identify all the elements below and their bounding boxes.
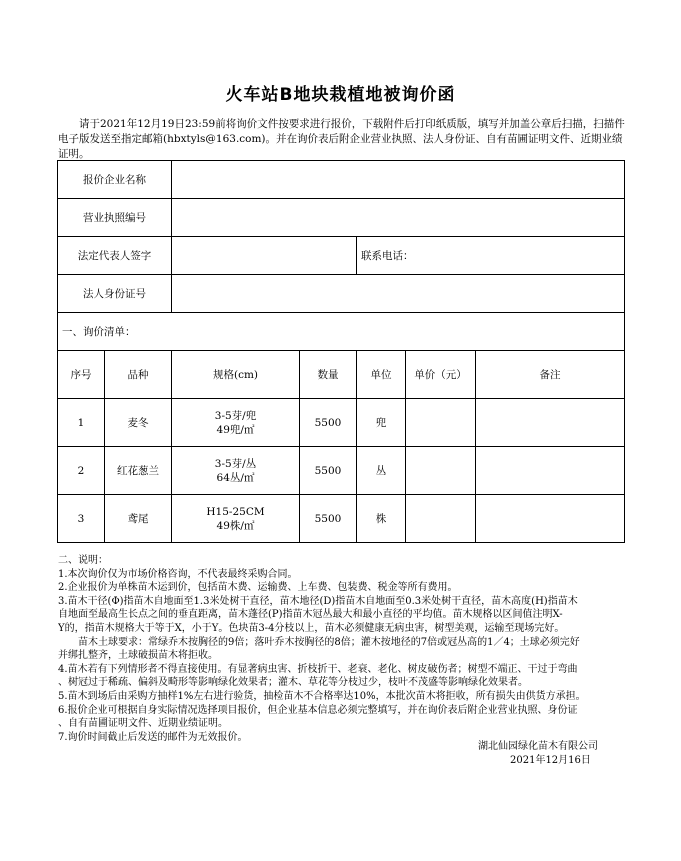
item-remarks-field[interactable]: [476, 399, 625, 447]
note-line: 7.询价时间截止后发送的邮件为无效报价。: [58, 731, 248, 743]
contact-phone-field[interactable]: 联系电话：: [357, 237, 625, 275]
representative-row: [58, 237, 625, 275]
item-unit: 株: [357, 495, 406, 543]
header-no: 序号: [58, 351, 105, 399]
license-number-label: 营业执照编号: [58, 199, 172, 237]
header-quantity: 数量: [300, 351, 357, 399]
note-line: 、树冠过于稀疏、偏斜及畸形等影响绿化效果者；灌木、草花等分枝过少，枝叶不茂盛等影响绿化效果者。: [58, 677, 528, 689]
license-number-field[interactable]: [172, 199, 625, 237]
note-line: Y的，指苗木规格大于等于X，小于Y。色块苗3-4分枝以上，苗木必须健康无病虫害，树型美观，运输至现场完好。: [58, 622, 565, 634]
header-spec: 规格(cm): [172, 351, 300, 399]
header-variety: 品种: [105, 351, 172, 399]
item-spec-line-2: 49株/㎡: [216, 519, 255, 532]
item-spec-line-1: H15-25CM: [206, 505, 265, 518]
legal-rep-signature-label: 法定代表人签字: [58, 237, 172, 275]
issue-date: 2021年12月16日: [510, 755, 591, 766]
header-unit-price: 单价（元）: [406, 351, 476, 399]
item-spec: [172, 447, 300, 495]
note-line: 6.报价企业可根据自身实际情况选择项目报价，但企业基本信息必须完整填写，并在询价表后附企业营业执照、身份证: [58, 704, 578, 716]
inquiry-list-heading: 一、询价清单：: [58, 313, 625, 351]
item-spec: [172, 399, 300, 447]
item-variety: 鸢尾: [105, 495, 172, 543]
item-no: 3: [58, 495, 105, 543]
license-row: [58, 199, 625, 237]
company-name-field[interactable]: [172, 161, 625, 199]
note-line: 自地面至最高生长点之间的垂直距离，苗木蓬径(P)指苗木冠丛最大和最小直径的平均值。苗木规格以区间值注明X-: [58, 609, 563, 621]
note-line: 1.本次询价仅为市场价格咨询，不代表最终采购合同。: [58, 568, 298, 580]
item-spec-line-2: 49兜/㎡: [216, 423, 255, 436]
item-spec-line-1: 3-5芽/丛: [214, 457, 257, 470]
item-unit-price-field[interactable]: [406, 495, 476, 543]
legal-rep-id-field[interactable]: [172, 275, 625, 313]
item-unit-price-field[interactable]: [406, 447, 476, 495]
item-variety: 红花葱兰: [105, 447, 172, 495]
item-remarks-field[interactable]: [476, 495, 625, 543]
item-row-2: [58, 447, 625, 495]
header-remarks: 备注: [476, 351, 625, 399]
item-no: 2: [58, 447, 105, 495]
item-row-1: [58, 399, 625, 447]
item-unit: 丛: [357, 447, 406, 495]
item-row-3: [58, 495, 625, 543]
item-unit: 兜: [357, 399, 406, 447]
item-remarks-field[interactable]: [476, 447, 625, 495]
item-spec: [172, 495, 300, 543]
legal-rep-id-label: 法人身份证号: [58, 275, 172, 313]
company-row: [58, 161, 625, 199]
note-line: 苗木土球要求：常绿乔木按胸径的9倍；落叶乔木按胸径的8倍；灌木按地径的7倍或冠丛高的1／4；土球必须完好: [78, 636, 580, 648]
item-quantity: 5500: [300, 399, 357, 447]
id-row: [58, 275, 625, 313]
item-spec-line-2: 64丛/㎡: [216, 471, 255, 484]
item-variety: 麦冬: [105, 399, 172, 447]
note-line: 3.苗木干径(Φ)指苗木自地面至1.3米处树干直径，苗木地径(D)指苗木自地面至0.3米处树干直径，苗木高度(H)指苗木: [58, 595, 578, 607]
item-unit-price-field[interactable]: [406, 399, 476, 447]
intro-paragraph: 请于2021年12月19日23:59前将询价文件按要求进行报价，下载附件后打印纸质版，填写并加盖公章后扫描，扫描件电子版发送至指定邮箱(hbxtyls@163.com)。并在询价表后附企业营业执照、法人身份证、自有苗圃证明文件、近期业绩证明。: [58, 118, 625, 160]
items-header-row: [58, 351, 625, 399]
inquiry-form-table: [57, 160, 625, 543]
notes-heading: 二、说明：: [58, 555, 108, 566]
note-line: 5.苗木到场后由采购方抽样1%左右进行验货，抽检苗木不合格率达10%，本批次苗木将拒收，所有损失由供货方承担。: [58, 690, 586, 702]
document-title: 火车站B地块栽植地被询价函: [225, 85, 456, 105]
note-line: 2.企业报价为单株苗木运到价，包括苗木费、运输费、上车费、包装费、税金等所有费用。: [58, 582, 458, 594]
item-quantity: 5500: [300, 495, 357, 543]
section-row: [58, 313, 625, 351]
company-name-label: 报价企业名称: [58, 161, 172, 199]
note-line: 并绑扎整齐，土球破损苗木将拒收。: [58, 650, 218, 662]
header-unit: 单位: [357, 351, 406, 399]
notes-section: [58, 554, 628, 744]
item-spec-line-1: 3-5芽/兜: [214, 409, 257, 422]
item-quantity: 5500: [300, 447, 357, 495]
note-line: 4.苗木若有下列情形者不得直接使用。有显著病虫害、折枝折干、老衰、老化、树皮破伤者；树型不端正、干过于弯曲: [58, 663, 578, 675]
signature-block: [478, 740, 618, 768]
legal-rep-signature-field[interactable]: [172, 237, 357, 275]
note-line: 、自有苗圃证明文件、近期业绩证明。: [58, 718, 228, 730]
item-no: 1: [58, 399, 105, 447]
issuer-company: 湖北仙园绿化苗木有限公司: [478, 741, 598, 752]
